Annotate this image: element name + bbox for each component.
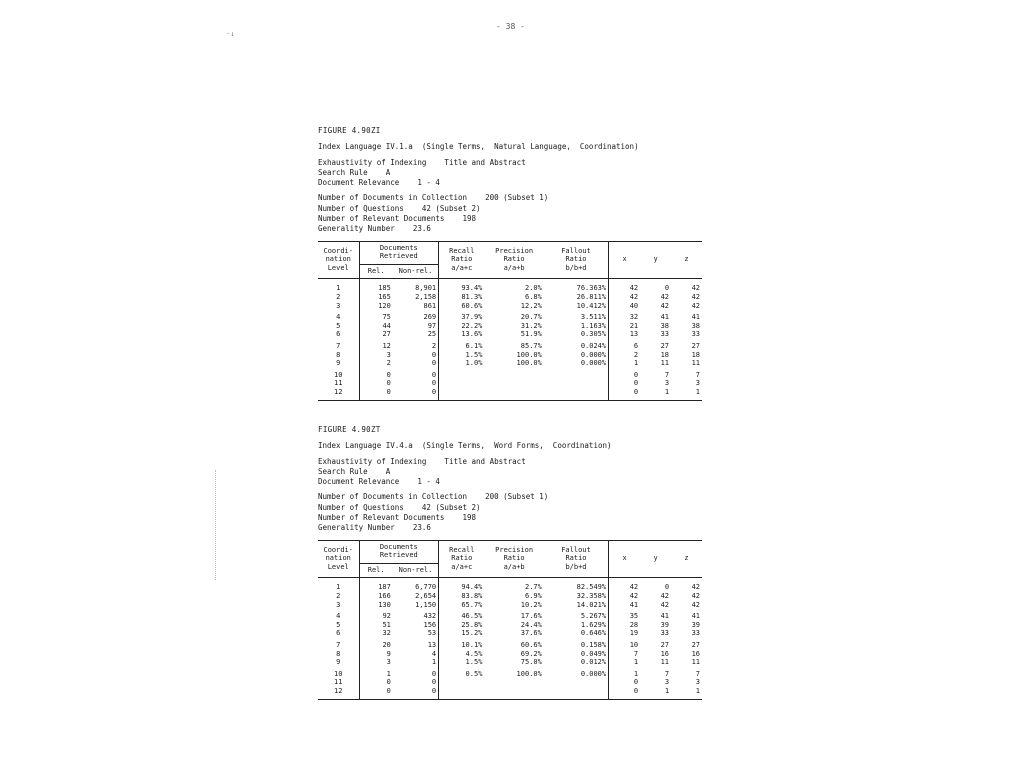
cell-fallout [544,678,609,687]
cell-rel: 0 [386,686,391,695]
table-row [318,629,702,638]
cell-fallout: 0.000% [544,351,609,360]
cell-z: 3 [695,379,700,388]
table-row [318,678,702,687]
cell-level: 7 [318,339,359,351]
cell-x: 42 [629,583,639,592]
cell-level: 11 [318,379,359,388]
cell-recall: 10.1% [461,641,483,650]
cell-precision: 6.9% [524,592,542,601]
cell-nonrel: 13 [393,638,439,650]
cell-rel: 2 [386,359,391,368]
cell-z: 11 [691,359,700,368]
cell-recall [439,368,485,380]
cell-precision: 24.4% [520,620,542,629]
cell-recall: 6.1% [465,342,483,351]
cell-fallout: 32.358% [544,592,609,601]
cell-rel: 185 [378,284,391,293]
cell-z: 42 [691,301,700,310]
cell-x: 21 [629,321,639,330]
page-number: - 38 - [496,22,525,31]
cell-rel: 44 [382,321,391,330]
cell-y: 27 [660,641,670,650]
cell-nonrel: 4 [393,650,439,659]
cell-level: 9 [318,658,359,667]
cell-recall: 60.6% [461,301,483,310]
meta-line: Search Rule A [318,466,391,476]
cell-z: 11 [691,658,700,667]
cell-y: 0 [664,583,670,592]
cell-rel: 187 [378,583,391,592]
cell-fallout: 0.000% [544,667,609,679]
table-row [318,359,702,368]
cell-z: 27 [691,641,700,650]
meta-line: Number of Questions 42 (Subset 2) [318,502,481,512]
cell-y: 27 [660,342,670,351]
table-row [318,302,702,311]
cell-rel: 1 [386,669,391,678]
cell-nonrel: 432 [393,609,439,621]
cell-nonrel: 53 [393,629,439,638]
cell-fallout: 26.811% [544,293,609,302]
cell-level: 6 [318,629,359,638]
meta-line: Document Relevance 1 - 4 [318,477,440,487]
cell-precision: 100.0% [516,669,542,678]
column-header-level: Coordi- nation Level [318,241,359,279]
cell-recall: 37.9% [461,313,483,322]
table-row [318,658,702,667]
cell-precision [484,379,543,388]
cell-fallout: 0.158% [544,638,609,650]
meta-line: Exhaustivity of Indexing Title and Abstract [318,157,526,167]
column-header-level: Coordi- nation Level [318,540,359,578]
cell-recall: 46.5% [461,612,483,621]
cell-x: 2 [633,350,639,359]
table-row [318,667,702,679]
table-row [318,650,702,659]
cell-y: 33 [660,629,670,638]
cell-precision: 37.6% [520,629,542,638]
meta-line: Generality Number 23.6 [318,224,431,234]
cell-fallout [544,687,609,699]
margin-mark: ·↓ [226,30,235,38]
cell-y: 42 [660,293,670,302]
cell-recall: 94.4% [461,583,483,592]
cell-recall: 22.2% [461,321,483,330]
cell-nonrel: 97 [393,322,439,331]
table-row [318,578,702,592]
cell-z: 42 [691,583,700,592]
cell-nonrel: 2 [393,339,439,351]
cell-recall [439,379,485,388]
cell-nonrel: 8,901 [393,279,439,293]
cell-rel: 9 [386,649,391,658]
cell-y: 1 [664,686,670,695]
cell-z: 7 [695,370,700,379]
column-header-y: y [640,241,671,279]
cell-x: 0 [633,686,639,695]
table-row [318,638,702,650]
cell-rel: 0 [386,370,391,379]
cell-level: 12 [318,687,359,699]
cell-level: 10 [318,368,359,380]
column-header-nonrel: Non-rel. [393,264,439,279]
cell-level: 2 [318,293,359,302]
cell-y: 0 [664,284,670,293]
cell-nonrel: 0 [393,351,439,360]
figure-block [318,126,702,401]
cell-z: 1 [695,387,700,396]
cell-x: 7 [633,649,639,658]
cell-z: 33 [691,629,700,638]
column-header-x: x [609,241,641,279]
cell-level: 2 [318,592,359,601]
cell-fallout: 1.163% [544,322,609,331]
table-row [318,322,702,331]
cell-level: 6 [318,330,359,339]
cell-x: 19 [629,629,639,638]
cell-nonrel: 0 [393,359,439,368]
cell-x: 0 [633,379,639,388]
cell-z: 3 [695,678,700,687]
cell-precision: 2.0% [524,284,542,293]
cell-fallout: 3.511% [544,310,609,322]
cell-precision: 100.0% [516,350,542,359]
cell-fallout: 10.412% [544,302,609,311]
cell-nonrel: 861 [393,302,439,311]
cell-fallout: 5.267% [544,609,609,621]
cell-fallout [544,388,609,400]
cell-x: 41 [629,600,639,609]
cell-y: 3 [664,678,670,687]
cell-z: 18 [691,350,700,359]
meta-line: Number of Documents in Collection 200 (Subset 1) [318,193,549,203]
cell-x: 1 [633,658,639,667]
table-row [318,609,702,621]
cell-rel: 3 [386,350,391,359]
column-header-docs: Documents Retrieved [359,540,439,563]
cell-y: 18 [660,350,670,359]
cell-recall: 0.5% [465,669,483,678]
cell-precision: 85.7% [520,342,542,351]
meta-line: Number of Questions 42 (Subset 2) [318,203,481,213]
column-header-z: z [671,241,702,279]
cell-rel: 27 [382,330,391,339]
table-row [318,310,702,322]
header-row [318,540,702,563]
cell-level: 1 [318,279,359,293]
cell-rel: 20 [382,641,391,650]
cell-recall: 93.4% [461,284,483,293]
column-header-recall: Recall Ratio a/a+c [439,241,485,279]
table-row [318,330,702,339]
cell-recall: 83.8% [461,592,483,601]
column-header-y: y [640,540,671,578]
cell-fallout: 0.305% [544,330,609,339]
cell-rel: 3 [386,658,391,667]
cell-x: 13 [629,330,639,339]
results-table [318,241,702,401]
cell-rel: 0 [386,387,391,396]
cell-x: 0 [633,678,639,687]
cell-recall [439,388,485,400]
table-row [318,601,702,610]
cell-level: 4 [318,609,359,621]
cell-level: 1 [318,578,359,592]
cell-precision: 60.6% [520,641,542,650]
column-header-nonrel: Non-rel. [393,563,439,578]
cell-rel: 120 [378,301,391,310]
figure-block [318,425,702,700]
cell-precision [484,368,543,380]
cell-nonrel: 1,150 [393,601,439,610]
table-row [318,368,702,380]
table-row [318,621,702,630]
cell-precision [484,687,543,699]
table-row [318,687,702,699]
cell-z: 38 [691,321,700,330]
column-header-fallout: Fallout Ratio b/b+d [544,241,609,279]
cell-x: 1 [633,359,639,368]
cell-y: 11 [660,359,670,368]
cell-nonrel: 1 [393,658,439,667]
cell-level: 5 [318,621,359,630]
cell-recall: 1.0% [465,359,483,368]
cell-x: 1 [633,669,639,678]
cell-nonrel: 269 [393,310,439,322]
cell-level: 7 [318,638,359,650]
cell-y: 1 [664,387,670,396]
cell-x: 42 [629,293,639,302]
column-header-recall: Recall Ratio a/a+c [439,540,485,578]
figure-caption: FIGURE 4.90ZI [318,126,381,135]
cell-recall: 65.7% [461,600,483,609]
cell-z: 39 [691,620,700,629]
cell-fallout: 82.549% [544,578,609,592]
cell-x: 0 [633,370,639,379]
cell-fallout: 1.629% [544,621,609,630]
cell-rel: 0 [386,379,391,388]
scan-margin-specks [215,470,220,580]
cell-precision [484,388,543,400]
cell-level: 10 [318,667,359,679]
cell-rel: 75 [382,313,391,322]
cell-fallout [544,368,609,380]
cell-rel: 165 [378,293,391,302]
meta-line: Number of Documents in Collection 200 (Subset 1) [318,492,549,502]
cell-y: 16 [660,649,670,658]
cell-level: 8 [318,650,359,659]
cell-precision: 20.7% [520,313,542,322]
cell-precision: 17.6% [520,612,542,621]
cell-fallout: 14.021% [544,601,609,610]
cell-y: 39 [660,620,670,629]
table-row [318,379,702,388]
cell-level: 3 [318,302,359,311]
cell-rel: 0 [386,678,391,687]
cell-precision [484,678,543,687]
table-row [318,592,702,601]
cell-x: 6 [633,342,639,351]
cell-z: 7 [695,669,700,678]
cell-precision: 51.9% [520,330,542,339]
cell-precision: 10.2% [520,600,542,609]
cell-recall: 81.3% [461,293,483,302]
cell-rel: 12 [382,342,391,351]
cell-level: 12 [318,388,359,400]
cell-y: 42 [660,301,670,310]
cell-nonrel: 0 [393,388,439,400]
cell-rel: 51 [382,620,391,629]
cell-level: 3 [318,601,359,610]
meta-line: Index Language IV.1.a (Single Terms, Natural Language, Coordination) [318,142,639,152]
cell-nonrel: 0 [393,379,439,388]
meta-line: Number of Relevant Documents 198 [318,513,477,523]
cell-recall: 15.2% [461,629,483,638]
cell-z: 27 [691,342,700,351]
cell-level: 4 [318,310,359,322]
column-header-x: x [609,540,641,578]
meta-line: Number of Relevant Documents 198 [318,214,477,224]
cell-level: 11 [318,678,359,687]
meta-line: Document Relevance 1 - 4 [318,178,440,188]
cell-nonrel: 156 [393,621,439,630]
cell-x: 40 [629,301,639,310]
cell-y: 38 [660,321,670,330]
meta-line: Search Rule A [318,167,391,177]
cell-rel: 92 [382,612,391,621]
cell-y: 41 [660,612,670,621]
cell-nonrel: 6,770 [393,578,439,592]
cell-z: 41 [691,612,700,621]
cell-x: 10 [629,641,639,650]
cell-precision: 69.2% [520,649,542,658]
table-row [318,279,702,293]
cell-y: 3 [664,379,670,388]
cell-nonrel: 2,158 [393,293,439,302]
table-row [318,351,702,360]
cell-y: 7 [664,370,670,379]
cell-z: 1 [695,686,700,695]
cell-z: 42 [691,600,700,609]
cell-nonrel: 2,654 [393,592,439,601]
cell-z: 42 [691,284,700,293]
column-header-precision: Precision Ratio a/a+b [484,241,543,279]
meta-line: Generality Number 23.6 [318,523,431,533]
cell-fallout: 76.363% [544,279,609,293]
cell-precision: 2.7% [524,583,542,592]
cell-recall: 13.6% [461,330,483,339]
cell-x: 35 [629,612,639,621]
table-row [318,388,702,400]
cell-level: 8 [318,351,359,360]
column-header-z: z [671,540,702,578]
cell-rel: 32 [382,629,391,638]
cell-level: 9 [318,359,359,368]
cell-nonrel: 0 [393,667,439,679]
cell-z: 42 [691,293,700,302]
cell-recall: 25.8% [461,620,483,629]
cell-z: 41 [691,313,700,322]
meta-line: Index Language IV.4.a (Single Terms, Word Forms, Coordination) [318,441,612,451]
cell-fallout: 0.646% [544,629,609,638]
cell-nonrel: 25 [393,330,439,339]
cell-y: 7 [664,669,670,678]
cell-fallout: 0.049% [544,650,609,659]
cell-recall: 1.5% [465,658,483,667]
table-row [318,339,702,351]
cell-z: 33 [691,330,700,339]
cell-x: 28 [629,620,639,629]
cell-fallout: 0.000% [544,359,609,368]
cell-precision: 12.2% [520,301,542,310]
cell-fallout: 0.024% [544,339,609,351]
column-header-precision: Precision Ratio a/a+b [484,540,543,578]
column-header-rel: Rel. [359,264,393,279]
cell-rel: 166 [378,592,391,601]
cell-y: 11 [660,658,670,667]
cell-z: 16 [691,649,700,658]
header-row [318,241,702,264]
column-header-rel: Rel. [359,563,393,578]
results-table [318,540,702,700]
cell-nonrel: 0 [393,368,439,380]
cell-precision: 31.2% [520,321,542,330]
column-header-docs: Documents Retrieved [359,241,439,264]
cell-rel: 130 [378,600,391,609]
cell-precision: 6.8% [524,293,542,302]
cell-x: 32 [629,313,639,322]
cell-x: 0 [633,387,639,396]
cell-nonrel: 0 [393,687,439,699]
cell-fallout: 0.012% [544,658,609,667]
cell-z: 42 [691,592,700,601]
cell-y: 33 [660,330,670,339]
cell-nonrel: 0 [393,678,439,687]
cell-precision: 75.0% [520,658,542,667]
meta-line: Exhaustivity of Indexing Title and Abstract [318,456,526,466]
cell-recall: 1.5% [465,350,483,359]
table-row [318,293,702,302]
cell-y: 41 [660,313,670,322]
cell-fallout [544,379,609,388]
cell-y: 42 [660,592,670,601]
column-header-fallout: Fallout Ratio b/b+d [544,540,609,578]
figure-caption: FIGURE 4.90ZT [318,425,381,434]
cell-precision: 100.0% [516,359,542,368]
cell-y: 42 [660,600,670,609]
cell-recall: 4.5% [465,649,483,658]
cell-recall [439,678,485,687]
cell-x: 42 [629,284,639,293]
cell-recall [439,687,485,699]
cell-level: 5 [318,322,359,331]
cell-x: 42 [629,592,639,601]
